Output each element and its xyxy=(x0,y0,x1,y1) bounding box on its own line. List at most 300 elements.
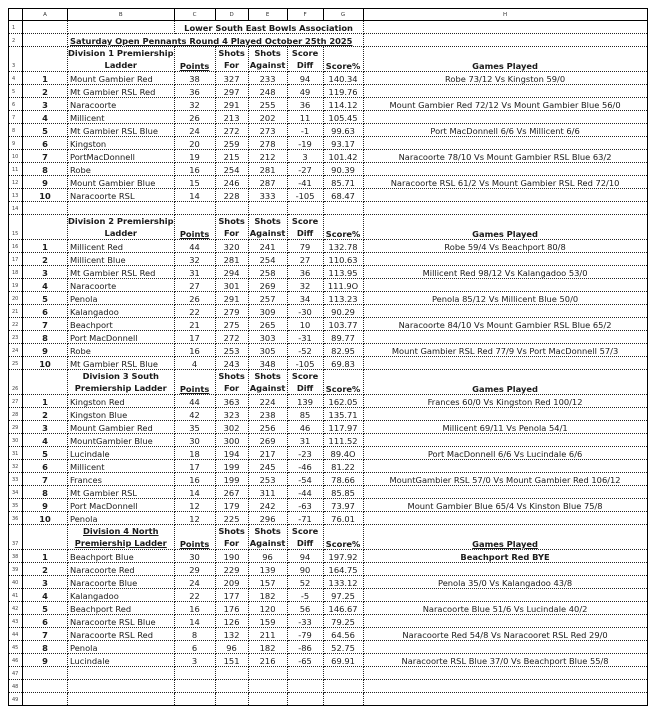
sheet-title[interactable]: Lower South East Bowls Association xyxy=(174,21,363,34)
shots-for-cell[interactable]: 228 xyxy=(215,189,248,202)
score-diff-cell[interactable]: 94 xyxy=(287,72,323,85)
column-header-e[interactable]: E xyxy=(248,9,287,21)
row-header[interactable]: 18 xyxy=(9,266,23,279)
shots-against-cell[interactable]: 265 xyxy=(248,318,287,331)
points-cell[interactable]: 17 xyxy=(174,331,215,344)
column-header-b[interactable]: B xyxy=(68,9,175,21)
cell[interactable] xyxy=(248,680,287,693)
shots-for-cell[interactable]: 177 xyxy=(215,589,248,602)
rank-cell[interactable]: 4 xyxy=(23,279,68,292)
games-played-cell[interactable] xyxy=(363,253,647,266)
shots-for-cell[interactable]: 246 xyxy=(215,176,248,189)
rank-cell[interactable]: 7 xyxy=(23,318,68,331)
shots-against-cell[interactable]: 120 xyxy=(248,602,287,615)
shots-against-cell[interactable]: 269 xyxy=(248,434,287,447)
cell[interactable] xyxy=(23,680,68,693)
shots-against-cell[interactable]: 296 xyxy=(248,512,287,525)
row-header[interactable]: 33 xyxy=(9,473,23,486)
division-name[interactable] xyxy=(68,215,175,240)
score-diff-cell[interactable]: 46 xyxy=(287,421,323,434)
shots-for-cell[interactable]: 272 xyxy=(215,331,248,344)
shots-for-cell[interactable]: 302 xyxy=(215,421,248,434)
team-name-cell[interactable]: Lucindale xyxy=(68,447,175,460)
score-diff-cell[interactable]: 79 xyxy=(287,240,323,253)
column-header-f[interactable]: F xyxy=(287,9,323,21)
shots-against-cell[interactable]: 245 xyxy=(248,460,287,473)
team-name-cell[interactable]: Naracoorte RSL Blue xyxy=(68,615,175,628)
points-cell[interactable]: 16 xyxy=(174,163,215,176)
rank-cell[interactable]: 9 xyxy=(23,499,68,512)
score-pct-cell[interactable]: 85.71 xyxy=(323,176,363,189)
score-pct-header[interactable]: Score% xyxy=(323,525,363,550)
score-diff-cell[interactable]: -52 xyxy=(287,344,323,357)
games-played-cell[interactable]: Millicent 69/11 Vs Penola 54/1 xyxy=(363,421,647,434)
team-name-cell[interactable]: Kalangadoo xyxy=(68,305,175,318)
score-pct-cell[interactable]: 146.67 xyxy=(323,602,363,615)
row-header[interactable]: 15 xyxy=(9,215,23,240)
score-diff-cell[interactable]: 34 xyxy=(287,292,323,305)
cell[interactable] xyxy=(174,693,215,706)
rank-cell[interactable]: 7 xyxy=(23,628,68,641)
row-header[interactable]: 13 xyxy=(9,189,23,202)
row-header[interactable]: 20 xyxy=(9,292,23,305)
shots-for-cell[interactable]: 225 xyxy=(215,512,248,525)
score-pct-cell[interactable]: 89.4O xyxy=(323,447,363,460)
points-cell[interactable]: 27 xyxy=(174,279,215,292)
row-header[interactable]: 41 xyxy=(9,589,23,602)
points-cell[interactable]: 32 xyxy=(174,98,215,111)
points-cell[interactable]: 30 xyxy=(174,550,215,563)
cell[interactable] xyxy=(68,202,175,215)
score-diff-cell[interactable]: -23 xyxy=(287,447,323,460)
rank-cell[interactable]: 6 xyxy=(23,460,68,473)
row-header[interactable]: 45 xyxy=(9,641,23,654)
cell[interactable] xyxy=(215,693,248,706)
points-cell[interactable]: 24 xyxy=(174,124,215,137)
rank-cell[interactable]: 3 xyxy=(23,266,68,279)
division-name[interactable] xyxy=(68,47,175,72)
shots-for-cell[interactable]: 213 xyxy=(215,111,248,124)
shots-for-cell[interactable]: 297 xyxy=(215,85,248,98)
points-cell[interactable]: 44 xyxy=(174,240,215,253)
row-header[interactable]: 7 xyxy=(9,111,23,124)
games-played-cell[interactable] xyxy=(363,163,647,176)
points-header[interactable] xyxy=(174,47,215,72)
points-cell[interactable]: 18 xyxy=(174,447,215,460)
shots-for-cell[interactable]: 254 xyxy=(215,163,248,176)
column-header-a[interactable]: A xyxy=(23,9,68,21)
team-name-cell[interactable]: Mount Gambier Red xyxy=(68,72,175,85)
games-played-cell[interactable] xyxy=(363,137,647,150)
shots-for-cell[interactable]: 363 xyxy=(215,395,248,408)
score-pct-cell[interactable]: 78.66 xyxy=(323,473,363,486)
team-name-cell[interactable]: Robe xyxy=(68,163,175,176)
shots-for-cell[interactable]: 151 xyxy=(215,654,248,667)
games-played-cell[interactable]: Penola 35/0 Vs Kalangadoo 43/8 xyxy=(363,576,647,589)
score-diff-cell[interactable]: -65 xyxy=(287,654,323,667)
shots-for-cell[interactable]: 327 xyxy=(215,72,248,85)
shots-for-header[interactable] xyxy=(215,525,248,550)
score-pct-cell[interactable]: 69.83 xyxy=(323,357,363,370)
row-header[interactable]: 12 xyxy=(9,176,23,189)
column-header-g[interactable]: G xyxy=(323,9,363,21)
score-diff-cell[interactable]: -71 xyxy=(287,512,323,525)
shots-for-cell[interactable]: 320 xyxy=(215,240,248,253)
shots-for-cell[interactable]: 215 xyxy=(215,150,248,163)
row-header[interactable]: 46 xyxy=(9,654,23,667)
score-diff-cell[interactable]: 27 xyxy=(287,253,323,266)
shots-for-cell[interactable]: 176 xyxy=(215,602,248,615)
shots-for-cell[interactable]: 199 xyxy=(215,460,248,473)
games-played-cell[interactable]: Mount Gambier Blue 65/4 Vs Kinston Blue 75/8 xyxy=(363,499,647,512)
team-name-cell[interactable]: Kingston xyxy=(68,137,175,150)
team-name-cell[interactable]: Frances xyxy=(68,473,175,486)
score-pct-cell[interactable]: 117.97 xyxy=(323,421,363,434)
column-header-d[interactable]: D xyxy=(215,9,248,21)
cell[interactable] xyxy=(23,693,68,706)
shots-for-cell[interactable]: 279 xyxy=(215,305,248,318)
shots-against-cell[interactable]: 248 xyxy=(248,85,287,98)
games-played-header[interactable]: Games Played xyxy=(363,215,647,240)
rank-cell[interactable]: 4 xyxy=(23,434,68,447)
score-diff-cell[interactable]: 3 xyxy=(287,150,323,163)
games-played-cell[interactable]: Naracoorte RSL 61/2 Vs Mount Gambier RSL Red 72/10 xyxy=(363,176,647,189)
games-played-cell[interactable] xyxy=(363,460,647,473)
cell[interactable] xyxy=(23,525,68,550)
shots-for-cell[interactable]: 243 xyxy=(215,357,248,370)
games-played-header[interactable]: Games Played xyxy=(363,370,647,395)
team-name-cell[interactable]: Millicent Red xyxy=(68,240,175,253)
games-played-cell[interactable]: Frances 60/0 Vs Kingston Red 100/12 xyxy=(363,395,647,408)
shots-against-cell[interactable]: 253 xyxy=(248,473,287,486)
team-name-cell[interactable]: Beachport xyxy=(68,318,175,331)
points-cell[interactable]: 20 xyxy=(174,137,215,150)
cell[interactable] xyxy=(215,667,248,680)
shots-for-cell[interactable]: 229 xyxy=(215,563,248,576)
score-pct-cell[interactable]: 113.23 xyxy=(323,292,363,305)
score-diff-cell[interactable]: 10 xyxy=(287,318,323,331)
shots-for-cell[interactable]: 209 xyxy=(215,576,248,589)
score-pct-header[interactable]: Score% xyxy=(323,370,363,395)
team-name-cell[interactable]: Naracoorte RSL Red xyxy=(68,628,175,641)
cell[interactable] xyxy=(23,370,68,395)
rank-cell[interactable]: 2 xyxy=(23,85,68,98)
games-played-cell[interactable] xyxy=(363,357,647,370)
shots-for-cell[interactable]: 132 xyxy=(215,628,248,641)
team-name-cell[interactable]: Naracoorte xyxy=(68,98,175,111)
shots-against-cell[interactable]: 348 xyxy=(248,357,287,370)
points-cell[interactable]: 15 xyxy=(174,176,215,189)
row-header[interactable]: 8 xyxy=(9,124,23,137)
points-cell[interactable]: 32 xyxy=(174,253,215,266)
row-header[interactable]: 28 xyxy=(9,408,23,421)
points-header[interactable] xyxy=(174,525,215,550)
row-header[interactable]: 24 xyxy=(9,344,23,357)
shots-against-cell[interactable]: 311 xyxy=(248,486,287,499)
cell[interactable] xyxy=(363,693,647,706)
games-played-cell[interactable]: Millicent Red 98/12 Vs Kalangadoo 53/0 xyxy=(363,266,647,279)
score-diff-header[interactable] xyxy=(287,215,323,240)
games-played-cell[interactable]: Naracoorte 78/10 Vs Mount Gambier RSL Blue 63/2 xyxy=(363,150,647,163)
rank-cell[interactable]: 6 xyxy=(23,615,68,628)
score-diff-cell[interactable]: 49 xyxy=(287,85,323,98)
score-pct-cell[interactable]: 162.05 xyxy=(323,395,363,408)
row-header[interactable]: 9 xyxy=(9,137,23,150)
row-header[interactable]: 38 xyxy=(9,550,23,563)
score-pct-cell[interactable]: 114.12 xyxy=(323,98,363,111)
row-header[interactable]: 36 xyxy=(9,512,23,525)
cell[interactable] xyxy=(248,667,287,680)
team-name-cell[interactable]: Beachport Blue xyxy=(68,550,175,563)
score-pct-cell[interactable]: 52.75 xyxy=(323,641,363,654)
games-played-cell[interactable]: Naracoorte RSL Blue 37/0 Vs Beachport Blue 55/8 xyxy=(363,654,647,667)
cell[interactable] xyxy=(215,202,248,215)
shots-for-cell[interactable]: 259 xyxy=(215,137,248,150)
team-name-cell[interactable]: Naracoorte xyxy=(68,279,175,292)
shots-for-cell[interactable]: 126 xyxy=(215,615,248,628)
score-diff-cell[interactable]: 52 xyxy=(287,576,323,589)
games-played-cell[interactable]: Robe 73/12 Vs Kingston 59/0 xyxy=(363,72,647,85)
points-cell[interactable]: 6 xyxy=(174,641,215,654)
games-played-cell[interactable] xyxy=(363,111,647,124)
team-name-cell[interactable]: Mt Gambier RSL Red xyxy=(68,85,175,98)
score-pct-cell[interactable]: 79.25 xyxy=(323,615,363,628)
score-pct-cell[interactable]: 105.45 xyxy=(323,111,363,124)
points-cell[interactable]: 3 xyxy=(174,654,215,667)
shots-against-cell[interactable]: 254 xyxy=(248,253,287,266)
rank-cell[interactable]: 8 xyxy=(23,641,68,654)
cell[interactable] xyxy=(23,34,68,47)
row-header[interactable]: 39 xyxy=(9,563,23,576)
shots-against-header[interactable] xyxy=(248,525,287,550)
points-cell[interactable]: 31 xyxy=(174,266,215,279)
shots-against-cell[interactable]: 303 xyxy=(248,331,287,344)
row-header[interactable]: 25 xyxy=(9,357,23,370)
shots-for-header[interactable] xyxy=(215,47,248,72)
shots-against-cell[interactable]: 278 xyxy=(248,137,287,150)
rank-cell[interactable]: 2 xyxy=(23,563,68,576)
row-header[interactable]: 48 xyxy=(9,680,23,693)
team-name-cell[interactable]: PortMacDonnell xyxy=(68,150,175,163)
score-pct-cell[interactable]: 101.42 xyxy=(323,150,363,163)
score-pct-cell[interactable]: 119.76 xyxy=(323,85,363,98)
team-name-cell[interactable]: Millicent xyxy=(68,111,175,124)
cell[interactable] xyxy=(323,680,363,693)
division-name[interactable] xyxy=(68,370,175,395)
shots-against-cell[interactable]: 182 xyxy=(248,641,287,654)
row-header[interactable]: 43 xyxy=(9,615,23,628)
shots-against-cell[interactable]: 305 xyxy=(248,344,287,357)
team-name-cell[interactable]: Port MacDonnell xyxy=(68,331,175,344)
score-pct-header[interactable]: Score% xyxy=(323,215,363,240)
row-header[interactable]: 42 xyxy=(9,602,23,615)
games-played-cell[interactable]: Port MacDonnell 6/6 Vs Lucindale 6/6 xyxy=(363,447,647,460)
row-header[interactable]: 3 xyxy=(9,47,23,72)
points-cell[interactable]: 12 xyxy=(174,512,215,525)
score-diff-cell[interactable]: 36 xyxy=(287,98,323,111)
points-cell[interactable]: 38 xyxy=(174,72,215,85)
team-name-cell[interactable]: Robe xyxy=(68,344,175,357)
shots-for-cell[interactable]: 300 xyxy=(215,434,248,447)
column-header-c[interactable]: C xyxy=(174,9,215,21)
cell[interactable] xyxy=(23,202,68,215)
rank-cell[interactable]: 4 xyxy=(23,589,68,602)
select-all-corner[interactable] xyxy=(9,9,23,21)
games-played-cell[interactable] xyxy=(363,85,647,98)
rank-cell[interactable]: 6 xyxy=(23,137,68,150)
score-diff-cell[interactable]: 31 xyxy=(287,434,323,447)
team-name-cell[interactable]: Kingston Blue xyxy=(68,408,175,421)
shots-for-cell[interactable]: 275 xyxy=(215,318,248,331)
score-pct-cell[interactable]: 111.9O xyxy=(323,279,363,292)
team-name-cell[interactable]: Naracoorte Red xyxy=(68,563,175,576)
shots-for-cell[interactable]: 267 xyxy=(215,486,248,499)
sheet-subtitle[interactable]: Saturday Open Pennants Round 4 Played October 25th 2025 xyxy=(68,34,364,47)
shots-for-cell[interactable]: 190 xyxy=(215,550,248,563)
cell[interactable] xyxy=(174,667,215,680)
cell[interactable] xyxy=(287,667,323,680)
cell[interactable] xyxy=(287,693,323,706)
shots-for-cell[interactable]: 253 xyxy=(215,344,248,357)
rank-cell[interactable]: 2 xyxy=(23,253,68,266)
shots-against-cell[interactable]: 139 xyxy=(248,563,287,576)
shots-for-header[interactable] xyxy=(215,370,248,395)
games-played-cell[interactable] xyxy=(363,563,647,576)
points-cell[interactable]: 16 xyxy=(174,602,215,615)
shots-for-cell[interactable]: 281 xyxy=(215,253,248,266)
shots-against-cell[interactable]: 224 xyxy=(248,395,287,408)
team-name-cell[interactable]: MountGambier Blue xyxy=(68,434,175,447)
games-played-cell[interactable] xyxy=(363,189,647,202)
score-diff-cell[interactable]: -54 xyxy=(287,473,323,486)
games-played-cell[interactable] xyxy=(363,486,647,499)
rank-cell[interactable]: 9 xyxy=(23,654,68,667)
score-pct-cell[interactable]: 85.85 xyxy=(323,486,363,499)
points-cell[interactable]: 14 xyxy=(174,189,215,202)
cell[interactable] xyxy=(363,667,647,680)
games-played-cell[interactable]: Robe 59/4 Vs Beachport 80/8 xyxy=(363,240,647,253)
score-pct-cell[interactable]: 133.12 xyxy=(323,576,363,589)
score-diff-cell[interactable]: -5 xyxy=(287,589,323,602)
score-diff-header[interactable] xyxy=(287,525,323,550)
points-cell[interactable]: 12 xyxy=(174,499,215,512)
cell[interactable] xyxy=(248,202,287,215)
games-played-cell[interactable] xyxy=(363,408,647,421)
row-header[interactable]: 37 xyxy=(9,525,23,550)
cell[interactable] xyxy=(323,202,363,215)
rank-cell[interactable]: 3 xyxy=(23,421,68,434)
shots-against-cell[interactable]: 281 xyxy=(248,163,287,176)
team-name-cell[interactable]: Kingston Red xyxy=(68,395,175,408)
points-cell[interactable]: 42 xyxy=(174,408,215,421)
shots-against-cell[interactable]: 309 xyxy=(248,305,287,318)
cell[interactable] xyxy=(323,693,363,706)
row-header[interactable]: 40 xyxy=(9,576,23,589)
row-header[interactable]: 23 xyxy=(9,331,23,344)
score-diff-cell[interactable]: 36 xyxy=(287,266,323,279)
points-cell[interactable]: 8 xyxy=(174,628,215,641)
games-played-cell[interactable]: Naracoorte 84/10 Vs Mount Gambier RSL Blue 65/2 xyxy=(363,318,647,331)
row-header[interactable]: 11 xyxy=(9,163,23,176)
score-diff-cell[interactable]: 32 xyxy=(287,279,323,292)
cell[interactable] xyxy=(363,202,647,215)
row-header[interactable]: 26 xyxy=(9,370,23,395)
rank-cell[interactable]: 1 xyxy=(23,550,68,563)
cell[interactable] xyxy=(363,680,647,693)
cell[interactable] xyxy=(68,667,175,680)
score-pct-cell[interactable]: 135.71 xyxy=(323,408,363,421)
points-cell[interactable]: 21 xyxy=(174,318,215,331)
shots-against-header[interactable] xyxy=(248,215,287,240)
row-header[interactable]: 4 xyxy=(9,72,23,85)
games-played-cell[interactable] xyxy=(363,615,647,628)
score-diff-cell[interactable]: -79 xyxy=(287,628,323,641)
shots-against-cell[interactable]: 216 xyxy=(248,654,287,667)
team-name-cell[interactable]: Mt Gambier RSL xyxy=(68,486,175,499)
rank-cell[interactable]: 9 xyxy=(23,176,68,189)
team-name-cell[interactable]: Penola xyxy=(68,512,175,525)
games-played-cell[interactable]: Mount Gambier Red 72/12 Vs Mount Gambier Blue 56/0 xyxy=(363,98,647,111)
rank-cell[interactable]: 4 xyxy=(23,111,68,124)
rank-cell[interactable]: 1 xyxy=(23,395,68,408)
shots-for-cell[interactable]: 294 xyxy=(215,266,248,279)
shots-against-cell[interactable]: 287 xyxy=(248,176,287,189)
shots-for-cell[interactable]: 301 xyxy=(215,279,248,292)
score-pct-cell[interactable]: 103.77 xyxy=(323,318,363,331)
points-cell[interactable]: 30 xyxy=(174,434,215,447)
score-diff-cell[interactable]: 11 xyxy=(287,111,323,124)
team-name-cell[interactable]: Lucindale xyxy=(68,654,175,667)
score-pct-cell[interactable]: 68.47 xyxy=(323,189,363,202)
row-header[interactable]: 21 xyxy=(9,305,23,318)
score-diff-cell[interactable]: 94 xyxy=(287,550,323,563)
points-cell[interactable]: 19 xyxy=(174,150,215,163)
games-played-cell[interactable] xyxy=(363,512,647,525)
cell[interactable] xyxy=(215,680,248,693)
shots-against-header[interactable] xyxy=(248,47,287,72)
points-cell[interactable]: 16 xyxy=(174,473,215,486)
rank-cell[interactable]: 5 xyxy=(23,447,68,460)
cell[interactable] xyxy=(363,34,647,47)
shots-for-cell[interactable]: 291 xyxy=(215,292,248,305)
rank-cell[interactable]: 7 xyxy=(23,473,68,486)
team-name-cell[interactable]: Mt Gambier RSL Blue xyxy=(68,124,175,137)
cell[interactable] xyxy=(287,202,323,215)
points-cell[interactable]: 14 xyxy=(174,615,215,628)
cell[interactable] xyxy=(23,215,68,240)
games-played-cell[interactable]: Naracoorte Red 54/8 Vs Naracooret RSL Red 29/0 xyxy=(363,628,647,641)
team-name-cell[interactable]: Penola xyxy=(68,641,175,654)
row-header[interactable]: 2 xyxy=(9,34,23,47)
score-pct-cell[interactable]: 73.97 xyxy=(323,499,363,512)
rank-cell[interactable]: 7 xyxy=(23,150,68,163)
row-header[interactable]: 22 xyxy=(9,318,23,331)
row-header[interactable]: 30 xyxy=(9,434,23,447)
score-diff-cell[interactable]: 56 xyxy=(287,602,323,615)
score-diff-cell[interactable]: 90 xyxy=(287,563,323,576)
cell[interactable] xyxy=(363,21,647,34)
cell[interactable] xyxy=(68,680,175,693)
score-pct-cell[interactable]: 90.29 xyxy=(323,305,363,318)
score-diff-cell[interactable]: -33 xyxy=(287,615,323,628)
games-played-cell[interactable]: MountGambier RSL 57/0 Vs Mount Gambier Red 106/12 xyxy=(363,473,647,486)
score-diff-cell[interactable]: -86 xyxy=(287,641,323,654)
cell[interactable] xyxy=(323,667,363,680)
rank-cell[interactable]: 9 xyxy=(23,344,68,357)
score-pct-cell[interactable]: 90.39 xyxy=(323,163,363,176)
points-cell[interactable]: 26 xyxy=(174,292,215,305)
team-name-cell[interactable]: Port MacDonnell xyxy=(68,499,175,512)
